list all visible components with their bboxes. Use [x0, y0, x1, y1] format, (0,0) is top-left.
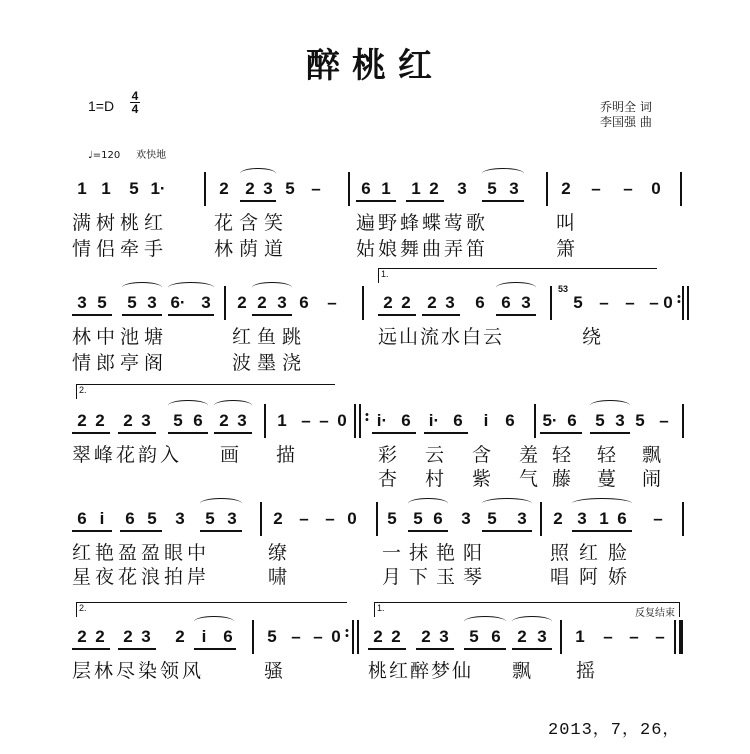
- barline: [260, 502, 262, 536]
- slur: [168, 400, 208, 411]
- note: 3: [201, 293, 211, 312]
- note: 6: [361, 179, 371, 198]
- note: 2: [383, 293, 393, 312]
- note: 2: [175, 627, 185, 646]
- lyric-line-5: [72, 656, 692, 680]
- note: –: [313, 627, 323, 646]
- note: 6: [617, 509, 627, 528]
- note: –: [591, 179, 601, 198]
- lyric-phrase: 情郎亭阁: [72, 352, 169, 374]
- note: 6: [77, 509, 87, 528]
- note: 3: [141, 411, 151, 430]
- beam: [122, 314, 162, 316]
- note: 3: [509, 179, 519, 198]
- notation-line-2: [72, 284, 692, 324]
- barline: [550, 286, 552, 320]
- note: 6·: [170, 293, 186, 312]
- beam: [496, 314, 536, 316]
- note: –: [623, 179, 633, 198]
- lyric-phrase: 波墨浇: [232, 352, 308, 374]
- beam: [378, 314, 416, 316]
- lyric-phrase: 红鱼跳: [232, 326, 308, 348]
- note: –: [301, 411, 311, 430]
- note: 2: [237, 293, 247, 312]
- lyric-phrase: 情侣牵手: [72, 238, 169, 260]
- note: –: [311, 179, 321, 198]
- lyric-phrase: 远山流水白云: [378, 326, 505, 348]
- note: 6: [125, 509, 135, 528]
- note: 6: [299, 293, 309, 312]
- note: 2: [373, 627, 383, 646]
- beam: [118, 648, 156, 650]
- note: 0: [337, 411, 347, 430]
- note: 1: [599, 509, 609, 528]
- slur: [482, 498, 532, 509]
- note: 0: [331, 627, 341, 646]
- beam: [252, 314, 292, 316]
- note: 2: [401, 293, 411, 312]
- note: 6: [193, 411, 203, 430]
- note: 6: [433, 509, 443, 528]
- beam: [368, 648, 406, 650]
- lyric-line-2: [72, 322, 692, 346]
- time-signature-bottom: 4: [131, 102, 139, 116]
- slur: [408, 498, 448, 509]
- barline: [546, 172, 548, 206]
- beam: [512, 648, 552, 650]
- slur: [168, 282, 214, 293]
- repeat-barline: [682, 286, 684, 320]
- beam: [424, 432, 468, 434]
- lyric-phrase: 一抹艳阳: [382, 542, 491, 564]
- slur: [240, 168, 276, 179]
- note: –: [659, 411, 669, 430]
- beam: [540, 432, 582, 434]
- note: 5: [487, 509, 497, 528]
- volta-label: 1.: [377, 603, 385, 613]
- volta-label: 2.: [79, 385, 87, 395]
- note: 5: [487, 179, 497, 198]
- note: 5: [147, 509, 157, 528]
- lyric-line-1b: [72, 234, 692, 258]
- note: 2: [77, 627, 87, 646]
- repeat-dots: :: [364, 406, 370, 425]
- barline: [680, 172, 682, 206]
- lyric-phrase: 绕: [582, 326, 602, 348]
- slur: [122, 282, 162, 293]
- beam: [416, 648, 454, 650]
- note: 3: [615, 411, 625, 430]
- volta-label: 2.: [79, 603, 87, 613]
- repeat-dots: :: [676, 288, 682, 307]
- note: 1: [277, 411, 287, 430]
- notation-line-1: [72, 178, 692, 210]
- beam: [572, 530, 632, 532]
- slur: [496, 282, 536, 293]
- beam: [118, 432, 156, 434]
- note: 6: [401, 411, 411, 430]
- beam: [408, 530, 448, 532]
- note: –: [319, 411, 329, 430]
- beam: [72, 314, 112, 316]
- beam: [482, 200, 524, 202]
- slur: [252, 282, 292, 293]
- tempo-value: ♩=120: [88, 150, 121, 161]
- beam: [168, 314, 214, 316]
- beam: [372, 432, 416, 434]
- barline: [264, 404, 266, 438]
- lyric-phrase: 红艳盈盈眼中: [72, 542, 211, 564]
- note: i: [483, 411, 489, 430]
- lyric-phrase: 杏村紫气: [378, 468, 567, 490]
- note: 3: [461, 509, 471, 528]
- lyric-phrase: 缭: [268, 542, 288, 564]
- tempo-mark: [88, 146, 166, 161]
- note: 2: [219, 411, 229, 430]
- note: 2: [429, 179, 439, 198]
- note: 6: [453, 411, 463, 430]
- note: 3: [175, 509, 185, 528]
- note: 3: [521, 293, 531, 312]
- note: 0: [651, 179, 661, 198]
- lyric-phrase: 姑娘舞曲弄笛: [356, 238, 489, 260]
- lyric-line-2b: [72, 348, 692, 372]
- note: 3: [77, 293, 87, 312]
- lyric-phrase: 遍野蜂蝶莺歌: [356, 212, 489, 234]
- repeat-end-label: 反复结束: [635, 608, 675, 619]
- note: i: [201, 627, 207, 646]
- final-barline-thin: [674, 620, 676, 654]
- lyric-phrase: 描: [276, 444, 296, 466]
- note: 3: [445, 293, 455, 312]
- repeat-barline: [352, 620, 354, 654]
- lyric-phrase: 啸: [268, 566, 288, 588]
- lyric-line-3b: [72, 464, 692, 488]
- note: 2: [273, 509, 283, 528]
- date-stamp: 2013，7，26，: [548, 721, 681, 740]
- notation-line-3: [72, 406, 692, 442]
- lyric-phrase: 林中池塘: [72, 326, 169, 348]
- beam: [590, 432, 630, 434]
- first-ending-bracket: [378, 268, 657, 283]
- note: –: [299, 509, 309, 528]
- note: 3: [457, 179, 467, 198]
- key-signature: 1=D: [88, 98, 115, 114]
- note: 3: [537, 627, 547, 646]
- notation-line-4: [72, 508, 692, 540]
- note: –: [603, 627, 613, 646]
- beam: [356, 200, 396, 202]
- note: 5: [205, 509, 215, 528]
- note: 5·: [542, 411, 558, 430]
- slur: [512, 616, 552, 627]
- note: 2: [553, 509, 563, 528]
- note: 2: [123, 411, 133, 430]
- tempo-marking: 欢快地: [136, 150, 167, 161]
- note: 3: [237, 411, 247, 430]
- barline: [348, 172, 350, 206]
- slur: [590, 400, 630, 411]
- lyric-phrase: 飘: [512, 660, 532, 682]
- note: –: [655, 627, 665, 646]
- lyric-line-3: [72, 440, 692, 464]
- barline: [252, 620, 254, 654]
- slur: [464, 616, 506, 627]
- note: 5: [127, 293, 137, 312]
- second-ending-bracket-2: [76, 602, 347, 617]
- note: 2: [123, 627, 133, 646]
- lyric-phrase: 照红脸: [550, 542, 638, 564]
- note: 5: [97, 293, 107, 312]
- lyricist-credit: 乔明全 词: [600, 100, 652, 114]
- note: 3: [263, 179, 273, 198]
- note: 5: [595, 411, 605, 430]
- note: –: [327, 293, 337, 312]
- barline: [376, 502, 378, 536]
- note: i·: [428, 411, 440, 430]
- lyric-line-1: [72, 208, 692, 232]
- note: 6: [475, 293, 485, 312]
- note: 2: [421, 627, 431, 646]
- note: 1: [381, 179, 391, 198]
- note: –: [599, 293, 609, 312]
- note: –: [625, 293, 635, 312]
- note: 2: [95, 627, 105, 646]
- note: 2: [245, 179, 255, 198]
- barline: [560, 620, 562, 654]
- note: –: [291, 627, 301, 646]
- note: 2: [391, 627, 401, 646]
- note: 2: [257, 293, 267, 312]
- volta-label: 1.: [381, 269, 389, 279]
- slur: [482, 168, 524, 179]
- barline: [362, 286, 364, 320]
- beam: [200, 530, 242, 532]
- barline: [534, 404, 536, 438]
- note: –: [325, 509, 335, 528]
- grace-notes: 53: [558, 284, 569, 294]
- final-barline-thick: [679, 620, 683, 654]
- beam: [214, 432, 252, 434]
- barline: [540, 502, 542, 536]
- beam: [120, 530, 162, 532]
- note: 1·: [150, 179, 166, 198]
- note: 2: [95, 411, 105, 430]
- beam: [72, 432, 110, 434]
- ending-bracket: [374, 602, 680, 617]
- note: 3: [439, 627, 449, 646]
- composer-credit: 李国强 曲: [600, 115, 652, 129]
- note: 3: [277, 293, 287, 312]
- lyric-phrase: 画: [220, 444, 240, 466]
- lyric-phrase: 翠峰花韵入: [72, 444, 183, 466]
- notation-line-5: [72, 622, 692, 658]
- note: 5: [129, 179, 139, 198]
- note: 3: [517, 509, 527, 528]
- beam: [406, 200, 444, 202]
- note: 2: [219, 179, 229, 198]
- note: 0: [663, 293, 673, 312]
- lyric-phrase: 花含笑: [214, 212, 290, 234]
- note: 3: [577, 509, 587, 528]
- note: 6: [567, 411, 577, 430]
- lyric-phrase: 轻轻飘: [552, 444, 688, 466]
- song-title: 醉桃红: [306, 46, 444, 86]
- lyric-phrase: 星夜花浪拍岸: [72, 566, 211, 588]
- note: 1: [77, 179, 87, 198]
- note: i: [99, 509, 105, 528]
- lyric-line-4: [72, 538, 692, 562]
- note: 6: [505, 411, 515, 430]
- note: 5: [267, 627, 277, 646]
- note: –: [653, 509, 663, 528]
- barline: [682, 404, 684, 438]
- beam: [240, 200, 276, 202]
- lyric-phrase: 层林尽染领风: [72, 660, 205, 682]
- beam: [168, 432, 208, 434]
- lyric-phrase: 藤蔓闹: [552, 468, 688, 490]
- lyric-line-4b: [72, 562, 692, 586]
- note: 5: [635, 411, 645, 430]
- note: 1: [575, 627, 585, 646]
- note: 3: [141, 627, 151, 646]
- barline: [224, 286, 226, 320]
- note: 5: [387, 509, 397, 528]
- note: 3: [147, 293, 157, 312]
- lyric-phrase: 骚: [264, 660, 284, 682]
- note: 0: [347, 509, 357, 528]
- beam: [194, 648, 236, 650]
- note: 2: [517, 627, 527, 646]
- time-signature-top: 4: [131, 89, 139, 103]
- second-ending-bracket: [76, 384, 335, 399]
- lyric-phrase: 唱阿娇: [550, 566, 638, 588]
- time-signature: [130, 90, 140, 115]
- lyric-phrase: 林荫道: [214, 238, 290, 260]
- beam: [72, 530, 112, 532]
- beam: [422, 314, 460, 316]
- beam: [482, 530, 532, 532]
- barline: [682, 502, 684, 536]
- note: 1: [411, 179, 421, 198]
- lyric-phrase: 摇: [576, 660, 596, 682]
- note: 2: [427, 293, 437, 312]
- note: 6: [491, 627, 501, 646]
- note: 6: [501, 293, 511, 312]
- note: i·: [376, 411, 388, 430]
- lyric-phrase: 叫: [556, 212, 576, 234]
- note: 5: [285, 179, 295, 198]
- beam: [464, 648, 506, 650]
- note: 6: [223, 627, 233, 646]
- note: –: [649, 293, 659, 312]
- note: 2: [561, 179, 571, 198]
- note: 5: [573, 293, 583, 312]
- lyric-phrase: 月下玉琴: [382, 566, 491, 588]
- repeat-dots: :: [344, 622, 350, 641]
- repeat-barline: [354, 404, 356, 438]
- note: 2: [77, 411, 87, 430]
- slur: [214, 400, 252, 411]
- lyric-phrase: 桃红醉梦仙: [368, 660, 474, 682]
- note: 5: [469, 627, 479, 646]
- note: 1: [101, 179, 111, 198]
- slur: [572, 498, 632, 509]
- barline: [204, 172, 206, 206]
- slur: [194, 616, 234, 627]
- note: 3: [227, 509, 237, 528]
- beam: [72, 648, 110, 650]
- note: 5: [173, 411, 183, 430]
- note: 5: [413, 509, 423, 528]
- note: –: [629, 627, 639, 646]
- lyric-phrase: 彩云含羞: [378, 444, 567, 466]
- lyric-phrase: 箫: [556, 238, 576, 260]
- slur: [200, 498, 242, 509]
- lyric-phrase: 满树桃红: [72, 212, 169, 234]
